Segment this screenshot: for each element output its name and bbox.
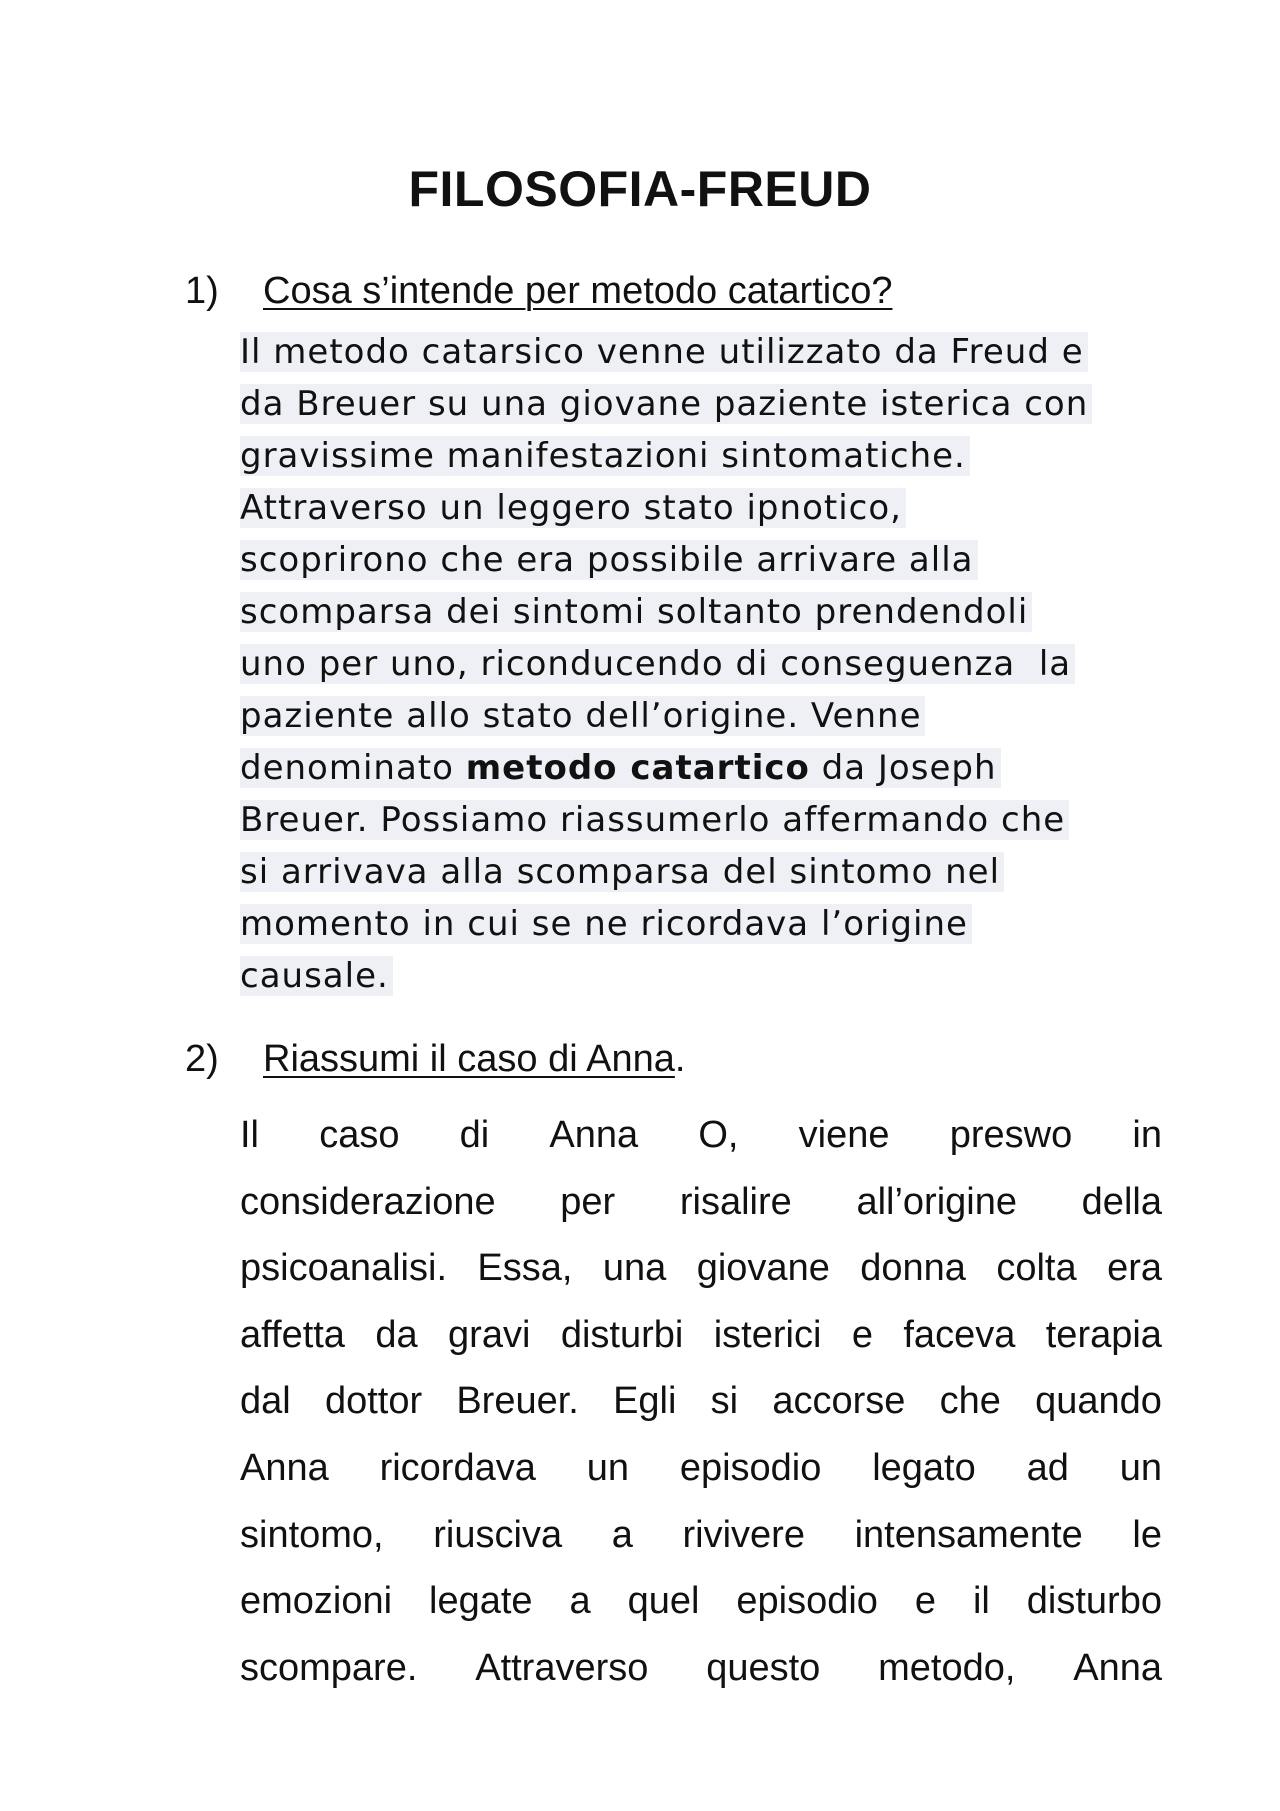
answer-2-line: sintomo, riusciva a rivivere intensamente le	[240, 1513, 1162, 1556]
answer-2-line: affetta da gravi disturbi isterici e faceva terapia	[240, 1313, 1162, 1356]
answer-1-line: scoprirono che era possibile arrivare alla	[240, 534, 1180, 586]
answer-1-line: da Breuer su una giovane paziente isterica con	[240, 378, 1180, 430]
answer-2-line: emozioni legate a quel episodio e il disturbo	[240, 1580, 1162, 1623]
answer-2-line: Anna ricordava un episodio legato ad un	[240, 1446, 1162, 1489]
question-1	[263, 270, 892, 313]
answer-1-line: denominato metodo catartico da Joseph	[240, 742, 1180, 794]
answer-2	[240, 1102, 1162, 1701]
document-title: FILOSOFIA-FREUD	[408, 161, 872, 217]
answer-1-line: momento in cui se ne ricordava l’origine	[240, 898, 1180, 950]
question-2-text: Riassumi il caso di Anna	[263, 1038, 675, 1080]
question-1-text: Cosa s’intende per metodo catartico?	[263, 270, 893, 312]
answer-2-line: dal dottor Breuer. Egli si accorse che quando	[240, 1380, 1162, 1423]
question-1-number: 1)	[185, 270, 219, 312]
answer-1-line: gravissime manifestazioni sintomatiche.	[240, 430, 1180, 482]
bold-term: metodo catartico	[465, 748, 810, 788]
answer-1-line: Attraverso un leggero stato ipnotico,	[240, 482, 1180, 534]
answer-1-line: uno per uno, riconducendo di conseguenza la	[240, 638, 1180, 690]
answer-2-line: considerazione per risalire all’origine della	[240, 1180, 1162, 1223]
answer-1-line: Il metodo catarsico venne utilizzato da Freud e	[240, 326, 1180, 378]
answer-1-line: Breuer. Possiamo riassumerlo affermando che	[240, 794, 1180, 846]
answer-2-line: scompare. Attraverso questo metodo, Anna	[240, 1646, 1162, 1689]
question-2	[263, 1038, 685, 1081]
answer-1	[240, 326, 1180, 1002]
answer-2-line: psicoanalisi. Essa, una giovane donna colta era	[240, 1247, 1162, 1290]
answer-1-line: scomparsa dei sintomi soltanto prendendoli	[240, 586, 1180, 638]
answer-1-line: paziente allo stato dell’origine. Venne	[240, 690, 1180, 742]
answer-2-line: Il caso di Anna O, viene preswo in	[240, 1114, 1162, 1156]
question-2-suffix: .	[674, 1038, 686, 1080]
question-2-number: 2)	[185, 1038, 219, 1080]
answer-1-line: si arrivava alla scomparsa del sintomo nel	[240, 846, 1180, 898]
answer-1-line: causale.	[240, 950, 1180, 1002]
